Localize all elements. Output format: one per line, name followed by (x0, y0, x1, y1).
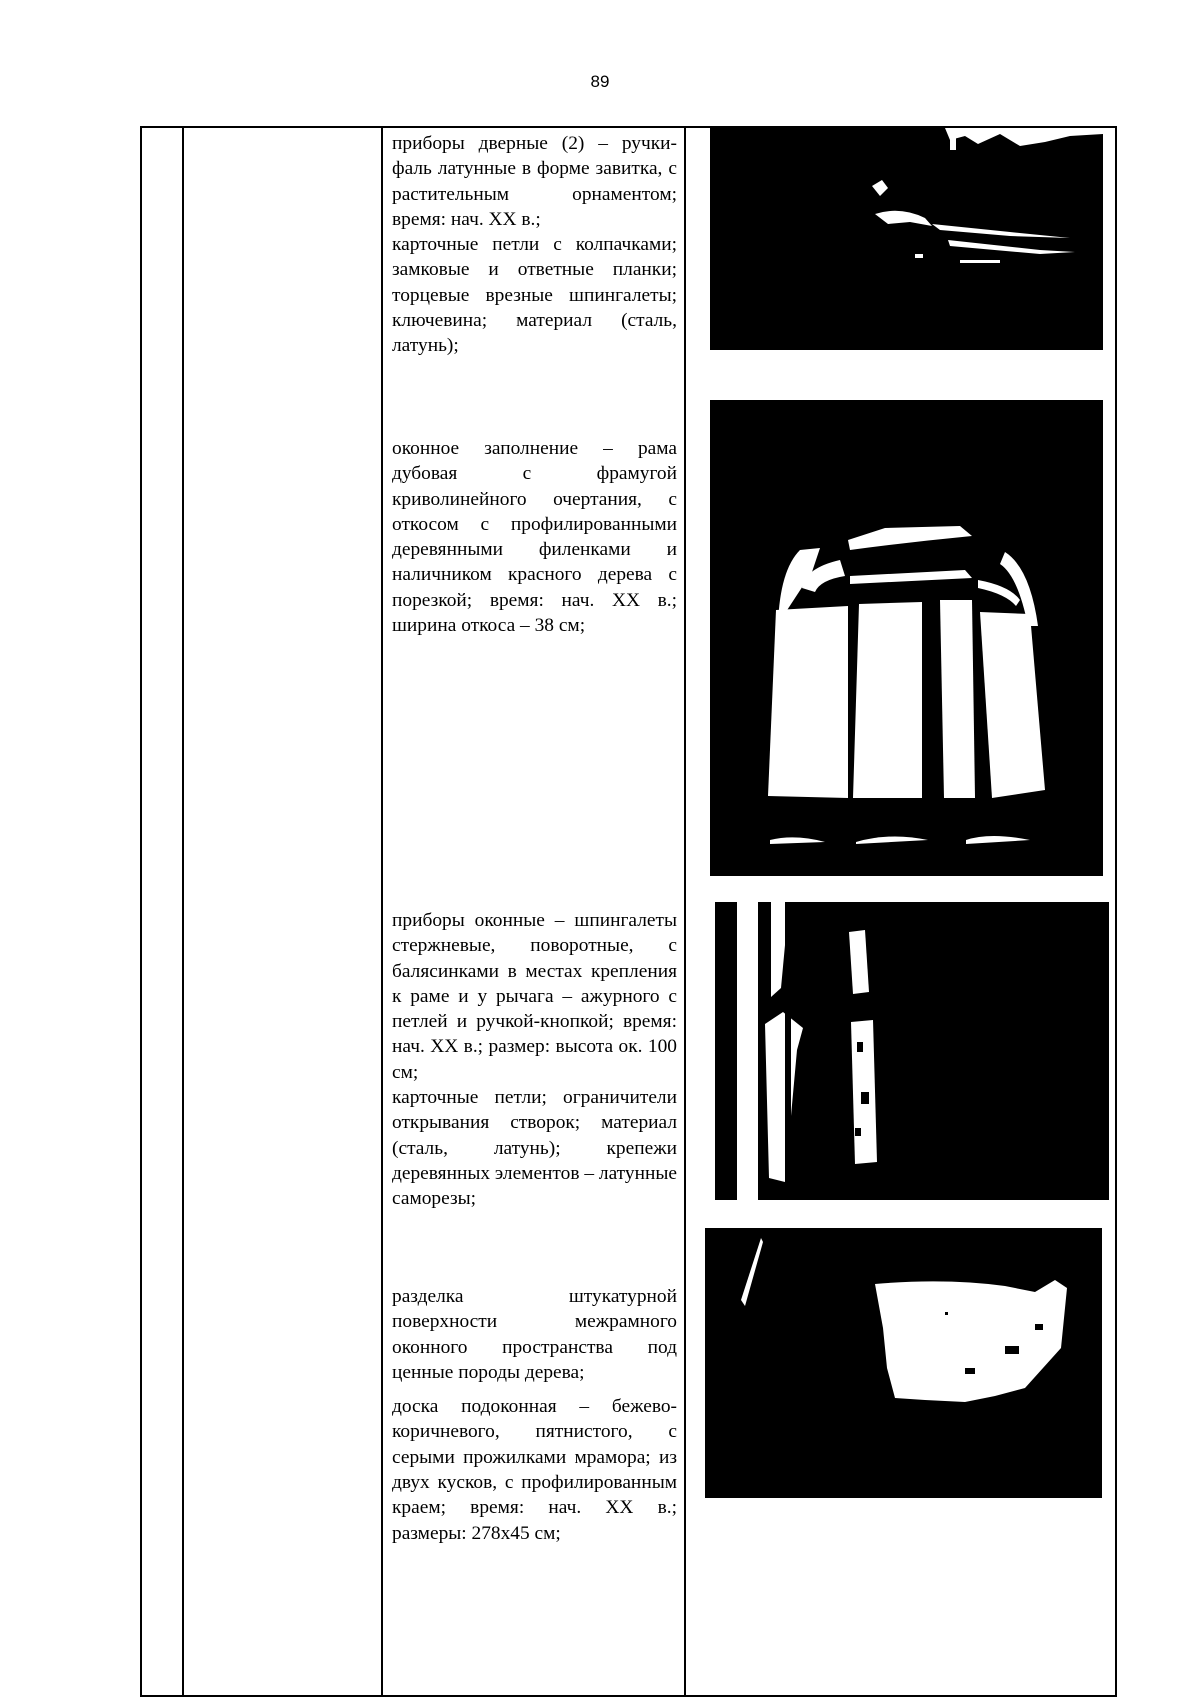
table-bottom-border (140, 1695, 1117, 1697)
marble-windowsill-photo (705, 1228, 1102, 1498)
column-divider (182, 126, 184, 1697)
description-paragraph: оконное заполнение – рама дубовая с фрамугой криволинейного очертания, с откосом с профилированными деревянными филенками и наличником красного дерева с порезкой; время: нач. ХХ в.; ширина откоса – 38 см; (392, 438, 677, 637)
description-paragraph: приборы оконные – шпингалеты стержневые, поворотные, с балясинками в местах крепления к раме и у рычага – ажурного с петлей и ручкой-кнопкой; время: нач. ХХ в.; размер: высота ок. 100 см; (392, 910, 677, 1083)
description-paragraph: карточные петли с колпачками; замковые и ответные планки; торцевые врезные шпингалеты; ключевина; материал (сталь, латунь); (392, 234, 677, 357)
page-number: 89 (590, 72, 610, 91)
arched-window-photo (710, 400, 1103, 876)
description-block-window-hardware (392, 908, 677, 1212)
description-paragraph: карточные петли; ограничители открывания створок; материал (сталь, латунь); крепежи деревянных элементов – латунные саморезы; (392, 1087, 677, 1210)
description-block-window-frame (392, 436, 677, 638)
description-block-door-hardware (392, 131, 677, 359)
table-right-border (1115, 126, 1117, 1697)
description-paragraph: доска подоконная – бежево-коричневого, пятнистого, с серыми прожилками мрамора; из двух кусков, с профилированным краем; время: нач. ХХ в.; размеры: 278х45 см; (392, 1396, 677, 1544)
column-divider (381, 126, 383, 1697)
description-paragraph: разделка штукатурной поверхности межрамного оконного пространства под ценные породы дерева; (392, 1286, 677, 1383)
column-divider (684, 126, 686, 1697)
window-espagnolette-photo (701, 902, 1109, 1200)
description-block-windowsill (392, 1284, 677, 1546)
table-left-border (140, 126, 142, 1697)
door-handle-photo (710, 128, 1103, 350)
description-paragraph: приборы дверные (2) – ручки-фаль латунные в форме завитка, с растительным орнаментом; время: нач. ХХ в.; (392, 133, 677, 230)
